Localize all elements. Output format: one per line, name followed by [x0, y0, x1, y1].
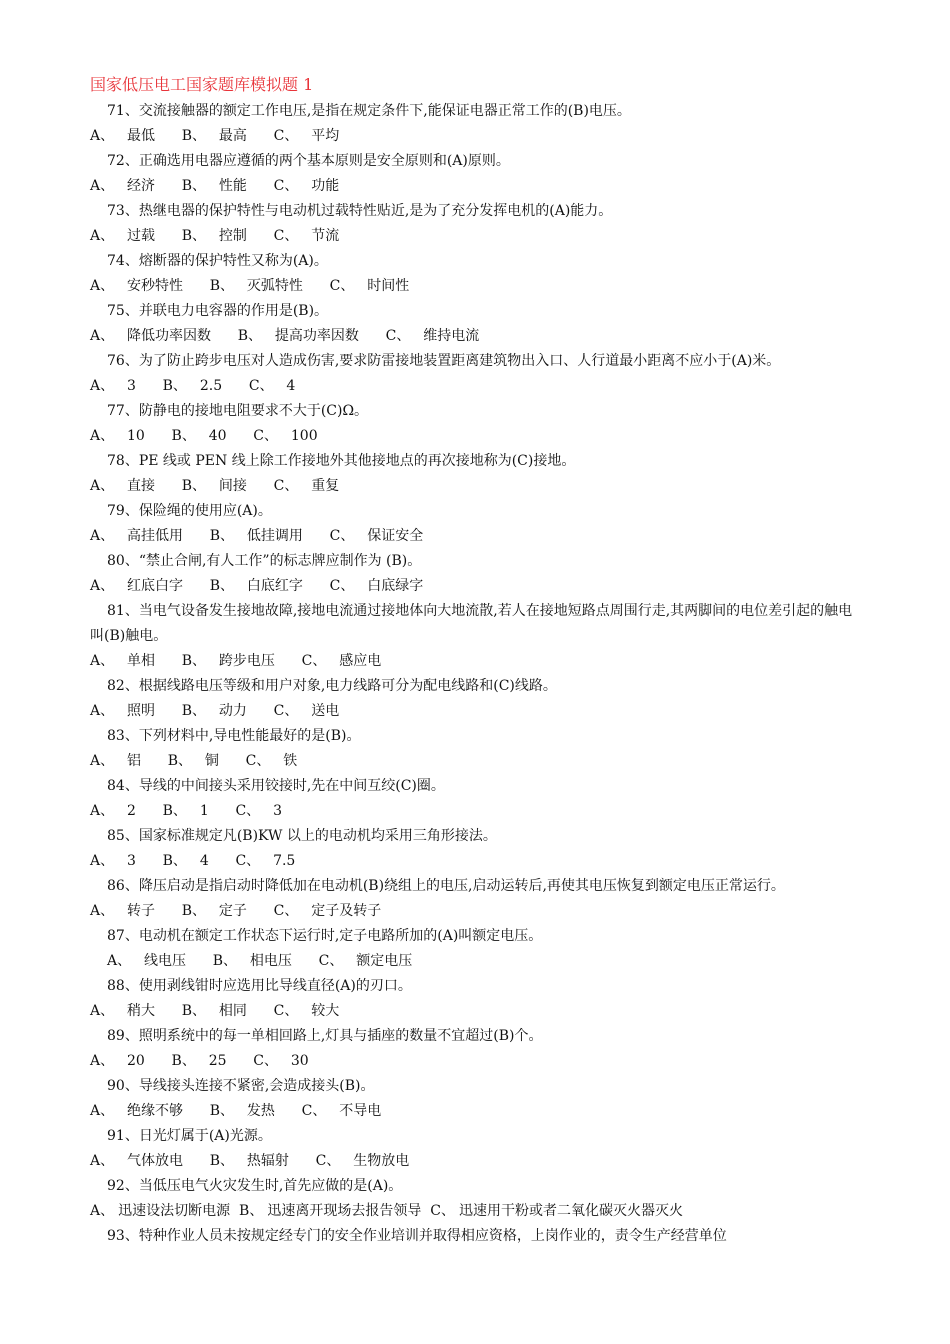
option-letter: B、: [209, 278, 235, 294]
option-letter: B、: [239, 1203, 264, 1219]
option-text: 稍大: [118, 1003, 156, 1019]
question-text: 90、导线接头连接不紧密,会造成接头(B)。: [107, 1078, 375, 1094]
option-letter: A、: [90, 128, 115, 144]
option-letter: C、: [315, 1153, 341, 1169]
answer-options: [90, 1199, 865, 1224]
option-text: 维持电流: [414, 328, 480, 344]
answer-options: [90, 374, 865, 399]
option-text: 最高: [210, 128, 247, 144]
answer-options: [90, 524, 865, 549]
option-letter: B、: [181, 178, 207, 194]
question-text: 81、当电气设备发生接地故障,接地电流通过接地体向大地流散,若人在接地短路点周围行走,其两脚间的电位差引起的触电叫(B)触电。: [90, 603, 853, 644]
option-letter: C、: [253, 1053, 278, 1069]
option-letter: B、: [181, 903, 207, 919]
option-text: 线电压: [135, 953, 187, 969]
option-letter: B、: [181, 1003, 207, 1019]
option-letter: C、: [235, 853, 261, 869]
option-letter: C、: [273, 128, 299, 144]
option-letter: B、: [209, 528, 235, 544]
option-text: 最低: [118, 128, 156, 144]
option-letter: B、: [181, 228, 207, 244]
option-text: 照明: [118, 703, 156, 719]
option-letter: A、: [90, 1003, 115, 1019]
option-letter: A、: [90, 528, 115, 544]
option-text: 100: [281, 428, 318, 444]
option-letter: C、: [329, 578, 355, 594]
question-text: 76、为了防止跨步电压对人造成伤害,要求防雷接地装置距离建筑物出入口、人行道最小距离不应小于(A)米。: [107, 353, 781, 369]
option-text: 4: [190, 853, 209, 869]
option-text: 单相: [118, 653, 156, 669]
question-text: 93、特种作业人员未按规定经专门的安全作业培训并取得相应资格，上岗作业的，责令生产经营单位: [107, 1228, 727, 1244]
option-text: 高挂低用: [118, 528, 184, 544]
option-letter: B、: [209, 1153, 235, 1169]
option-letter: B、: [209, 1103, 235, 1119]
option-text: 白底红字: [238, 578, 303, 594]
question-text: 92、当低压电气火灾发生时,首先应做的是(A)。: [107, 1178, 403, 1194]
option-text: 性能: [210, 178, 247, 194]
option-letter: B、: [167, 753, 193, 769]
option-letter: C、: [273, 703, 299, 719]
option-letter: A、: [90, 1103, 115, 1119]
option-letter: A、: [90, 478, 115, 494]
option-text: 40: [199, 428, 227, 444]
option-text: 间接: [210, 478, 247, 494]
option-text: 相电压: [241, 953, 292, 969]
option-text: 送电: [302, 703, 340, 719]
option-text: 铜: [196, 753, 219, 769]
option-letter: B、: [181, 653, 207, 669]
option-letter: C、: [301, 1103, 327, 1119]
option-text: 感应电: [330, 653, 382, 669]
option-text: 低挂调用: [238, 528, 303, 544]
option-text: 动力: [210, 703, 247, 719]
answer-options: [90, 799, 865, 824]
option-letter: A、: [90, 378, 115, 394]
option-letter: B、: [162, 803, 187, 819]
option-letter: C、: [385, 328, 411, 344]
answer-options: [90, 474, 865, 499]
question-text: 84、导线的中间接头采用铰接时,先在中间互绞(C)圈。: [107, 778, 445, 794]
option-letter: C、: [245, 753, 271, 769]
option-letter: A、: [90, 178, 115, 194]
question-text: 77、防静电的接地电阻要求不大于(C)Ω。: [107, 403, 369, 419]
option-letter: A、: [90, 328, 115, 344]
option-letter: B、: [181, 703, 207, 719]
question-text: 85、国家标准规定凡(B)KW 以上的电动机均采用三角形接法。: [107, 828, 497, 844]
question-text: 88、使用剥线钳时应选用比导线直径(A)的刃口。: [107, 978, 412, 994]
option-letter: B、: [181, 128, 207, 144]
question-text: 79、保险绳的使用应(A)。: [107, 503, 272, 519]
answer-options: [90, 649, 865, 674]
option-letter: C、: [301, 653, 327, 669]
option-text: 20: [118, 1053, 145, 1069]
option-letter: B、: [171, 1053, 196, 1069]
option-letter: A、: [90, 1203, 115, 1219]
option-letter: B、: [237, 328, 263, 344]
answer-options: [90, 949, 865, 974]
option-text: 直接: [118, 478, 156, 494]
option-text: 过载: [118, 228, 156, 244]
option-letter: A、: [90, 703, 115, 719]
option-text: 灭弧特性: [238, 278, 303, 294]
option-text: 铁: [274, 753, 298, 769]
option-letter: C、: [235, 803, 261, 819]
option-text: 不导电: [330, 1103, 382, 1119]
option-letter: C、: [273, 478, 299, 494]
option-letter: A、: [90, 1153, 115, 1169]
question-text: 82、根据线路电压等级和用户对象,电力线路可分为配电线路和(C)线路。: [107, 678, 557, 694]
option-letter: C、: [273, 1003, 299, 1019]
option-text: 4: [277, 378, 296, 394]
option-text: 定子及转子: [302, 903, 382, 919]
option-letter: A、: [90, 903, 115, 919]
answer-options: [90, 1099, 865, 1124]
option-letter: A、: [107, 953, 132, 969]
option-text: 7.5: [264, 853, 296, 869]
option-text: 2.5: [190, 378, 223, 394]
option-text: 10: [118, 428, 145, 444]
option-text: 白底绿字: [358, 578, 424, 594]
option-text: 3: [264, 803, 282, 819]
answer-options: [90, 174, 865, 199]
option-letter: A、: [90, 753, 115, 769]
option-text: 发热: [238, 1103, 275, 1119]
option-text: 25: [199, 1053, 227, 1069]
option-text: 迅速设法切断电源: [118, 1203, 231, 1219]
option-text: 生物放电: [344, 1153, 410, 1169]
option-letter: B、: [209, 578, 235, 594]
answer-options: [90, 899, 865, 924]
option-letter: B、: [212, 953, 238, 969]
answer-options: [90, 999, 865, 1024]
option-text: 相同: [210, 1003, 247, 1019]
option-text: 跨步电压: [210, 653, 275, 669]
option-text: 气体放电: [118, 1153, 184, 1169]
option-text: 铝: [118, 753, 142, 769]
question-text: 86、降压启动是指启动时降低加在电动机(B)绕组上的电压,启动运转后,再使其电压恢复到额定电压正常运行。: [107, 878, 785, 894]
option-letter: A、: [90, 653, 115, 669]
option-text: 提高功率因数: [266, 328, 359, 344]
option-text: 平均: [302, 128, 340, 144]
option-letter: A、: [90, 803, 115, 819]
option-letter: C、: [248, 378, 274, 394]
question-text: 89、照明系统中的每一单相回路上,灯具与插座的数量不宜超过(B)个。: [107, 1028, 543, 1044]
question-text: 87、电动机在额定工作状态下运行时,定子电路所加的(A)叫额定电压。: [107, 928, 543, 944]
option-letter: C、: [329, 278, 355, 294]
option-letter: C、: [329, 528, 355, 544]
option-text: 重复: [302, 478, 340, 494]
option-text: 绝缘不够: [118, 1103, 184, 1119]
option-letter: A、: [90, 428, 115, 444]
option-letter: C、: [253, 428, 278, 444]
option-letter: B、: [181, 478, 207, 494]
question-text: 74、熔断器的保护特性又称为(A)。: [107, 253, 328, 269]
answer-options: [90, 574, 865, 599]
answer-options: [90, 424, 865, 449]
question-text: 71、交流接触器的额定工作电压,是指在规定条件下,能保证电器正常工作的(B)电压。: [107, 103, 631, 119]
option-text: 降低功率因数: [118, 328, 212, 344]
option-letter: B、: [162, 378, 187, 394]
answer-options: [90, 849, 865, 874]
option-text: 安秒特性: [118, 278, 184, 294]
question-text: 80、“禁止合闸,有人工作”的标志牌应制作为 (B)。: [107, 553, 422, 569]
option-letter: B、: [162, 853, 187, 869]
answer-options: [90, 1049, 865, 1074]
answer-options: [90, 1149, 865, 1174]
question-text: 73、热继电器的保护特性与电动机过载特性贴近,是为了充分发挥电机的(A)能力。: [107, 203, 613, 219]
option-text: 红底白字: [118, 578, 184, 594]
option-text: 时间性: [358, 278, 410, 294]
answer-options: [90, 699, 865, 724]
option-text: 经济: [118, 178, 156, 194]
question-text: 78、PE 线或 PEN 线上除工作接地外其他接地点的再次接地称为(C)接地。: [107, 453, 576, 469]
answer-options: [90, 324, 865, 349]
answer-options: [90, 749, 865, 774]
option-text: 保证安全: [358, 528, 424, 544]
option-text: 节流: [302, 228, 340, 244]
option-letter: C、: [273, 903, 299, 919]
option-text: 控制: [210, 228, 247, 244]
option-letter: C、: [273, 228, 299, 244]
option-letter: A、: [90, 278, 115, 294]
question-text: 83、下列材料中,导电性能最好的是(B)。: [107, 728, 361, 744]
option-text: 3: [118, 853, 136, 869]
option-letter: A、: [90, 228, 115, 244]
option-text: 3: [118, 378, 136, 394]
document-title: 国家低压电工国家题库模拟题 1: [90, 75, 314, 94]
answer-options: [90, 274, 865, 299]
answer-options: [90, 124, 865, 149]
option-letter: A、: [90, 853, 115, 869]
option-text: 30: [281, 1053, 309, 1069]
option-text: 较大: [302, 1003, 340, 1019]
option-text: 额定电压: [347, 953, 413, 969]
option-text: 迅速用干粉或者二氧化碳灭火器灭火: [458, 1203, 683, 1219]
option-letter: C、: [273, 178, 299, 194]
option-text: 热辐射: [238, 1153, 289, 1169]
option-text: 定子: [210, 903, 247, 919]
question-text: 75、并联电力电容器的作用是(B)。: [107, 303, 329, 319]
option-text: 2: [118, 803, 136, 819]
option-text: 功能: [302, 178, 340, 194]
option-letter: C、: [318, 953, 344, 969]
option-letter: A、: [90, 578, 115, 594]
question-text: 72、正确选用电器应遵循的两个基本原则是安全原则和(A)原则。: [107, 153, 510, 169]
option-text: 迅速离开现场去报告领导: [267, 1203, 422, 1219]
option-letter: C、: [430, 1203, 455, 1219]
option-text: 转子: [118, 903, 156, 919]
answer-options: [90, 224, 865, 249]
question-text: 91、日光灯属于(A)光源。: [107, 1128, 272, 1144]
question-list: [90, 99, 865, 1249]
option-letter: A、: [90, 1053, 115, 1069]
option-text: 1: [190, 803, 209, 819]
option-letter: B、: [171, 428, 196, 444]
